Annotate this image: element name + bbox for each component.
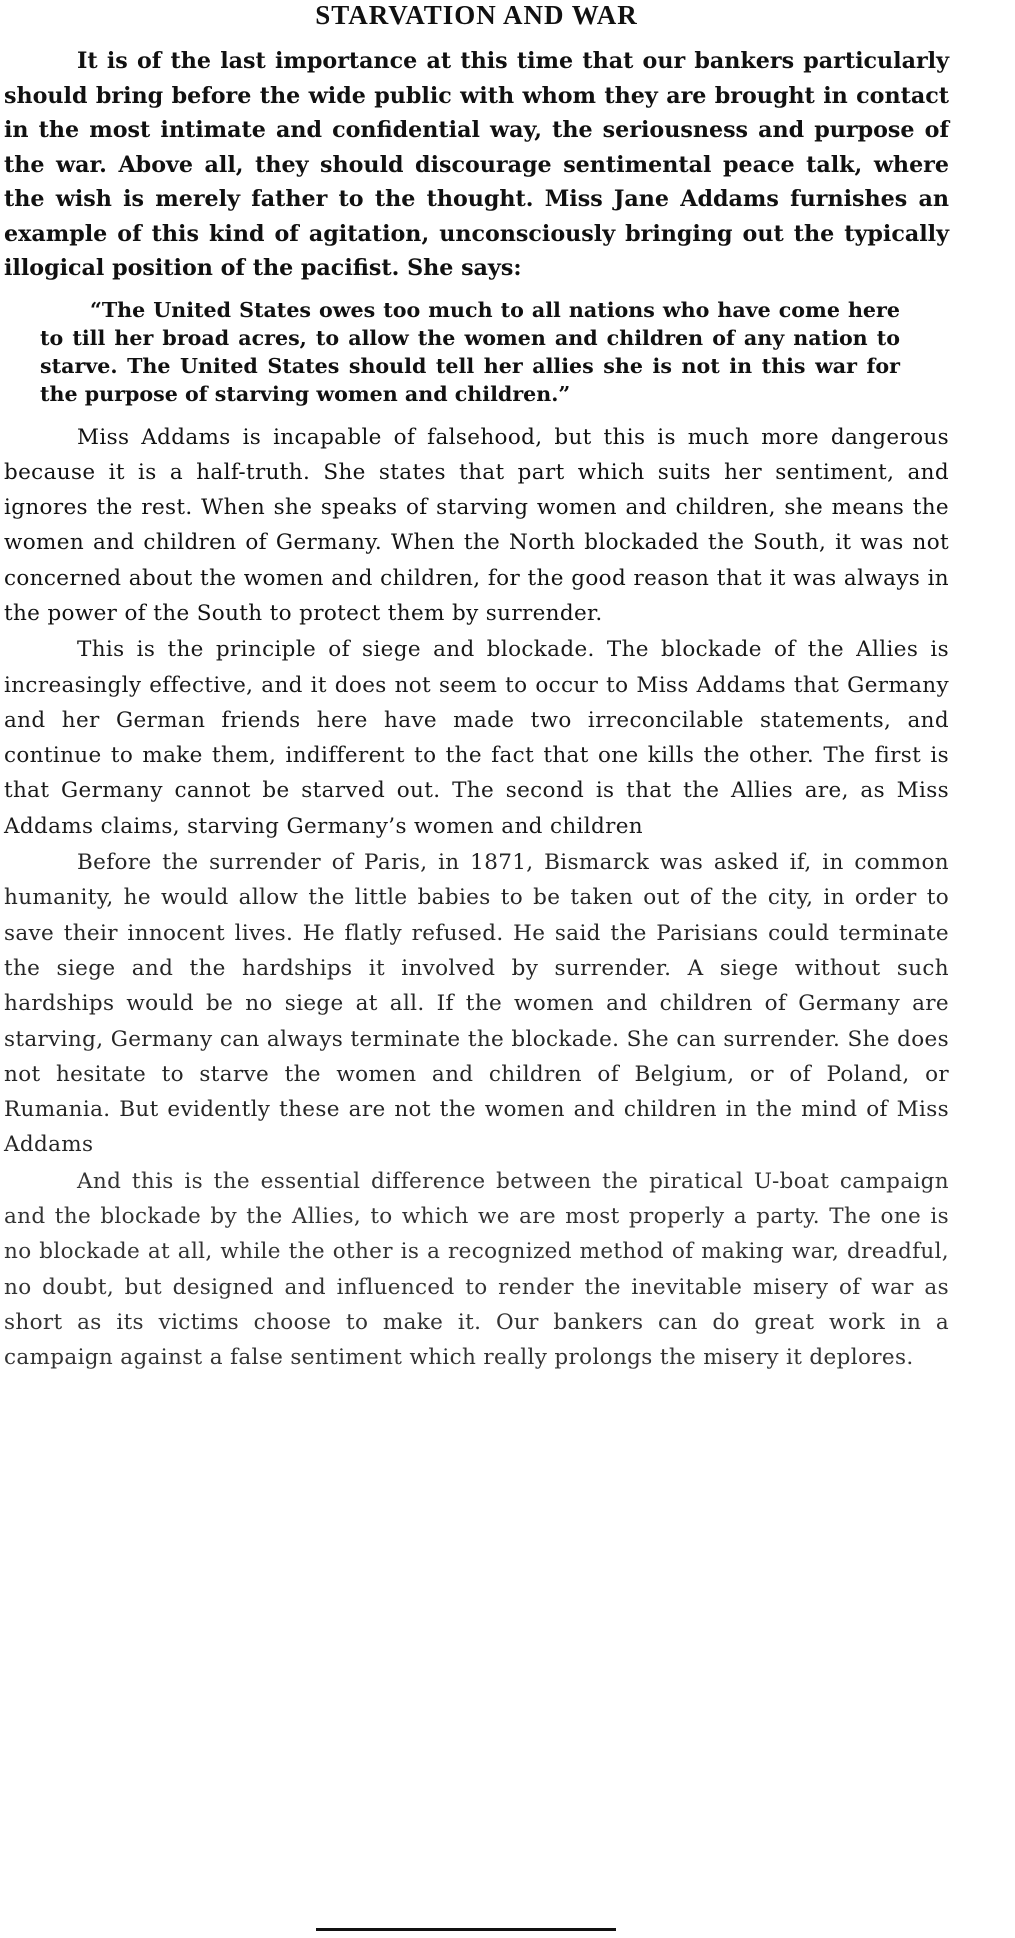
body-paragraph: And this is the essential difference between the piratical U-boat campaign and the blockade by the Allies, to which we are most properly a party. The one is no blockade at all, while the other is a recognized method of making war, dreadful, no doubt, but designed and influenced to render the inevitable misery of war as short as its victims choose to make it. Our bankers can do great work in a campaign against a false sentiment which really prolongs the misery it deplores. (4, 1168, 949, 1371)
block-quote: “The United States owes too much to all nations who have come here to till her broad acres, to allow the women and children of any nation to starve. The United States should tell her allies she is not in this war for the purpose of starving women and children.” (40, 297, 900, 406)
headline: STARVATION AND WAR (315, 0, 638, 30)
body-paragraph: Before the surrender of Paris, in 1871, Bismarck was asked if, in common humanity, he would allow the little babies to be taken out of the city, in order to save their innocent lives. He flatly refused. He said the Parisians could terminate the siege and the hardships it involved by surrender. A siege without such hardships would be no siege at all. If the women and children of Germany are starving, Germany can always terminate the blockade. She can surrender. She does not hesitate to starve the women and children of Belgium, or of Poland, or Rumania. But evidently these are not the women and children in the mind of Miss Addams (4, 850, 949, 1158)
body-paragraph: Miss Addams is incapable of falsehood, but this is much more dangerous because it is a half-truth. She states that part which suits her sentiment, and ignores the rest. When she speaks of starving women and children, she means the women and children of Germany. When the North blockaded the South, it was not concerned about the women and children, for the good reason that it was always in the power of the South to protect them by surrender. (4, 424, 949, 626)
end-rule (316, 1928, 616, 1931)
lead-paragraph: It is of the last importance at this time that our bankers particularly should bring before the wide public with whom they are brought in contact in the most intimate and confidential way, the seriousness and purpose of the war. Above all, they should discourage sentimental peace talk, where the wish is merely father to the thought. Miss Jane Addams furnishes an example of this kind of agitation, unconsciously bringing out the typically illogical position of the pacifist. She says: (4, 48, 949, 281)
body-paragraph: This is the principle of siege and blockade. The blockade of the Allies is increasingly effective, and it does not seem to occur to Miss Addams that Germany and her German friends here have made two irreconcilable statements, and continue to make them, indifferent to the fact that one kills the other. The first is that Germany cannot be starved out. The second is that the Allies are, as Miss Addams claims, starving Germany’s women and children (4, 637, 949, 839)
